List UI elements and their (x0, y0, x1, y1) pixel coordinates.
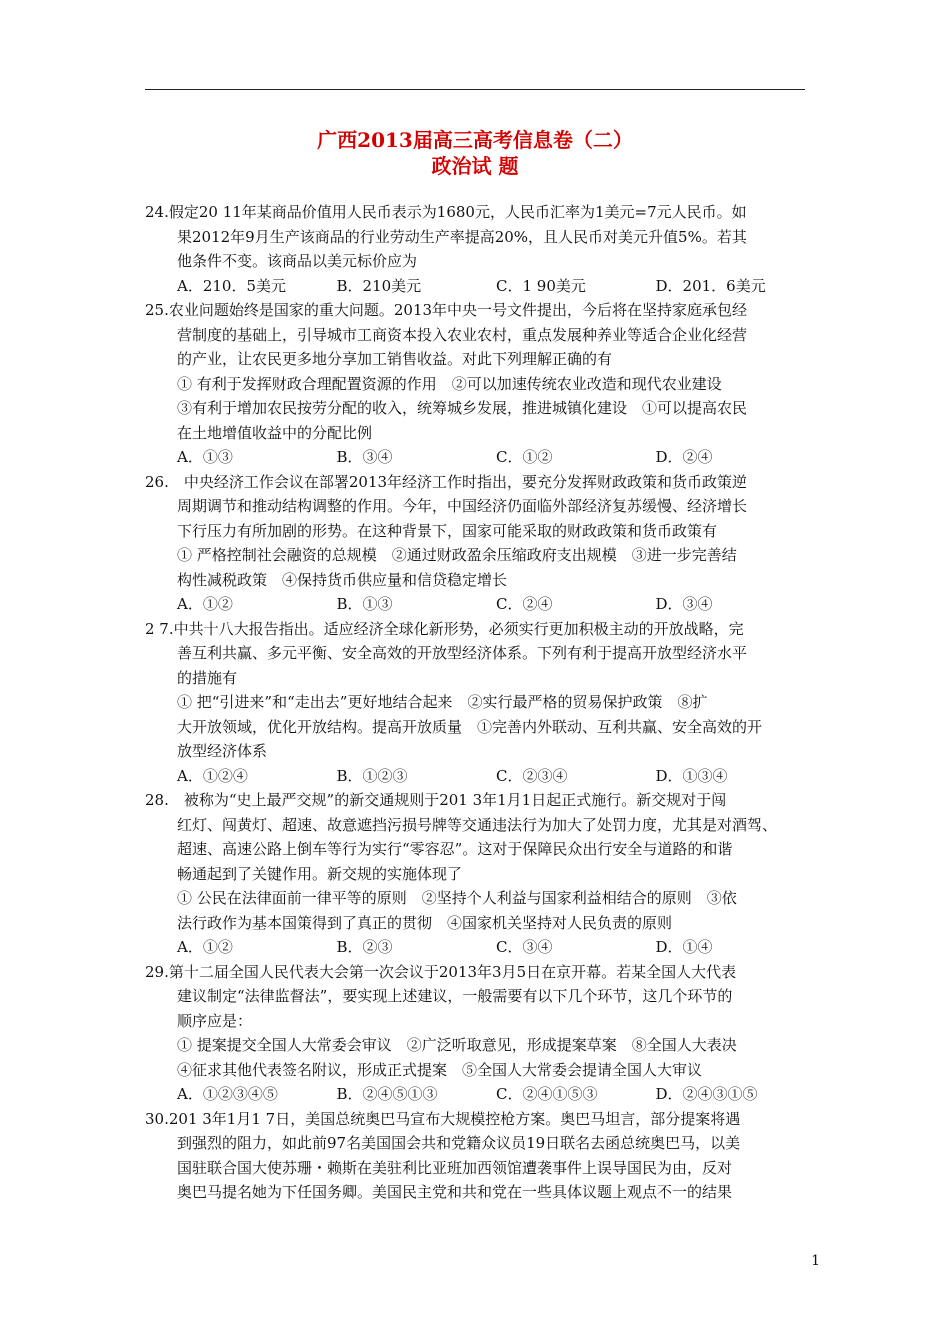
answer-option: D．②④③①⑤ (655, 1085, 758, 1103)
question-text-line: 到强烈的阻力，如此前97名美国国会共和党籍众议员19日联名去函总统奥巴马，以美 (177, 1134, 741, 1152)
answer-options (145, 592, 815, 617)
answer-option: D．①④ (655, 938, 713, 956)
question-text-line: 奥巴马提名她为下任国务卿。美国民主党和共和党在一些具体议题上观点不一的结果 (177, 1183, 733, 1201)
question-text-line: 营制度的基础上，引导城市工商资本投入农业农村，重点发展种养业等适合企业化经营 (177, 325, 748, 344)
answer-option: B．①③ (336, 595, 393, 613)
answer-option: B．②③ (336, 938, 393, 956)
question-stem-line: 25.农业问题始终是国家的重大问题。2013年中央一号文件提出，今后将在坚持家庭承包经 (145, 301, 748, 319)
answer-option: A．①② (177, 938, 233, 956)
answer-options (145, 445, 815, 470)
question-text-line: ① 公民在法律面前一律平等的原则 ②坚持个人利益与国家利益相结合的原则 ③依 (177, 889, 737, 907)
answer-option: C．①② (496, 448, 553, 466)
question-text-line: 大开放领域，优化开放结构。提高开放质量 ①完善内外联动、互利共赢、安全高效的开 (177, 717, 763, 736)
question-block (145, 470, 815, 617)
answer-option: A．①③ (177, 448, 233, 466)
answer-options (145, 1082, 815, 1107)
answer-option: B．①②③ (336, 766, 408, 785)
question-list (145, 200, 815, 1205)
question-block (145, 200, 815, 298)
question-text-line: 的产业，让农民更多地分享加工销售收益。对此下列理解正确的有 (177, 350, 613, 368)
answer-option: C．②④①⑤③ (496, 1085, 598, 1103)
answer-option: B．③④ (336, 448, 393, 466)
answer-options (145, 764, 815, 789)
answer-option: B．210美元 (336, 276, 422, 295)
question-text-line: 构性减税政策 ④保持货币供应量和信贷稳定增长 (177, 570, 508, 589)
question-text-line: ① 把“引进来”和“走出去”更好地结合起来 ②实行最严格的贸易保护政策 ⑧扩 (177, 693, 708, 711)
question-text-line: ① 有利于发挥财政合理配置资源的作用 ②可以加速传统农业改造和现代农业建设 (177, 374, 722, 393)
answer-option: A．①②④ (177, 766, 248, 785)
question-text-line: 周期调节和推动结构调整的作用。今年，中国经济仍面临外部经济复苏缓慢、经济增长 (177, 497, 748, 515)
question-stem-line: 28. 被称为“史上最严交规”的新交通规则于201 3年1月1日起正式施行。新交规对于闯 (145, 791, 727, 809)
answer-option: D．201．6美元 (655, 276, 766, 295)
question-stem-line: 2 7.中共十八大报告指出。适应经济全球化新形势，必须实行更加积极主动的开放战略，完 (145, 619, 744, 638)
question-text-line: 顺序应是： (177, 1011, 253, 1030)
question-text-line: 的措施有 (177, 668, 238, 687)
question-text-line: ① 提案提交全国人大常委会审议 ②广泛听取意见，形成提案草案 ⑧全国人大表决 (177, 1036, 737, 1054)
answer-options (145, 274, 815, 299)
question-text-line: ① 严格控制社会融资的总规模 ②通过财政盈余压缩政府支出规模 ③进一步完善结 (177, 546, 737, 564)
question-text-line: 放型经济体系 (177, 742, 268, 760)
header-rule (145, 89, 805, 90)
question-text-line: 善互利共赢、多元平衡、安全高效的开放型经济体系。下列有利于提高开放型经济水平 (177, 644, 748, 662)
answer-option: A．210．5美元 (177, 276, 287, 295)
question-stem-line: 24.假定20 11年某商品价值用人民币表示为1680元，人民币汇率为1美元=7元人民币。如 (145, 203, 747, 221)
question-text-line: 果2012年9月生产该商品的行业劳动生产率提高20%，且人民币对美元升值5%。若其 (177, 227, 747, 246)
answer-option: C．③④ (496, 938, 553, 956)
question-stem-line: 29.第十二届全国人民代表大会第一次会议于2013年3月5日在京开幕。若某全国人大代表 (145, 962, 737, 981)
question-block (145, 617, 815, 789)
question-text-line: 红灯、闯黄灯、超速、故意遮挡污损号牌等交通违法行为加大了处罚力度，尤其是对酒驾、 (177, 815, 778, 834)
page-number: 1 (811, 1253, 820, 1269)
question-text-line: ③有利于增加农民按劳分配的收入，统筹城乡发展，推进城镇化建设 ①可以提高农民 (177, 399, 748, 417)
answer-options (145, 935, 815, 960)
answer-option: C．②③④ (496, 766, 568, 785)
answer-option: C．②④ (496, 595, 553, 613)
question-text-line: 在土地增值收益中的分配比例 (177, 423, 373, 442)
answer-option: B．②④⑤①③ (336, 1085, 438, 1103)
question-text-line: 国驻联合国大使苏珊・赖斯在美驻利比亚班加西领馆遭袭事件上误导国民为由，反对 (177, 1158, 733, 1177)
question-text-line: 法行政作为基本国策得到了真正的贯彻 ④国家机关坚持对人民负责的原则 (177, 913, 673, 932)
exam-title: 广西2013届高三高考信息卷（二） (317, 128, 633, 152)
answer-option: C．1 90美元 (496, 276, 586, 295)
question-text-line: 超速、高速公路上倒车等行为实行“零容忍”。这对于保障民众出行安全与道路的和谐 (177, 840, 733, 858)
question-text-line: 建议制定“法律监督法”，要实现上述建议，一般需要有以下几个环节，这几个环节的 (177, 987, 733, 1005)
answer-option: D．①③④ (655, 766, 728, 785)
question-text-line: 畅通起到了关键作用。新交规的实施体现了 (177, 864, 463, 883)
answer-option: A．①② (177, 595, 233, 613)
question-block (145, 960, 815, 1107)
answer-option: D．③④ (655, 595, 713, 613)
answer-option: D．②④ (655, 448, 713, 466)
question-text-line: 他条件不变。该商品以美元标价应为 (177, 252, 418, 270)
question-block (145, 788, 815, 960)
question-stem-line: 26. 中央经济工作会议在部署2013年经济工作时指出，要充分发挥财政政策和货币政策逆 (145, 472, 748, 491)
question-text-line: 下行压力有所加剧的形势。在这种背景下，国家可能采取的财政政策和货币政策有 (177, 521, 718, 540)
exam-subtitle: 政治试 题 (431, 154, 519, 178)
question-block (145, 298, 815, 470)
question-stem-line: 30.201 3年1月1 7日，美国总统奥巴马宣布大规模控枪方案。奥巴马坦言，部分提案将遇 (145, 1109, 741, 1128)
question-block (145, 1107, 815, 1205)
question-text-line: ④征求其他代表签名附议，形成正式提案 ⑤全国人大常委会提请全国人大审议 (177, 1060, 703, 1079)
answer-option: A．①②③④⑤ (177, 1085, 278, 1103)
